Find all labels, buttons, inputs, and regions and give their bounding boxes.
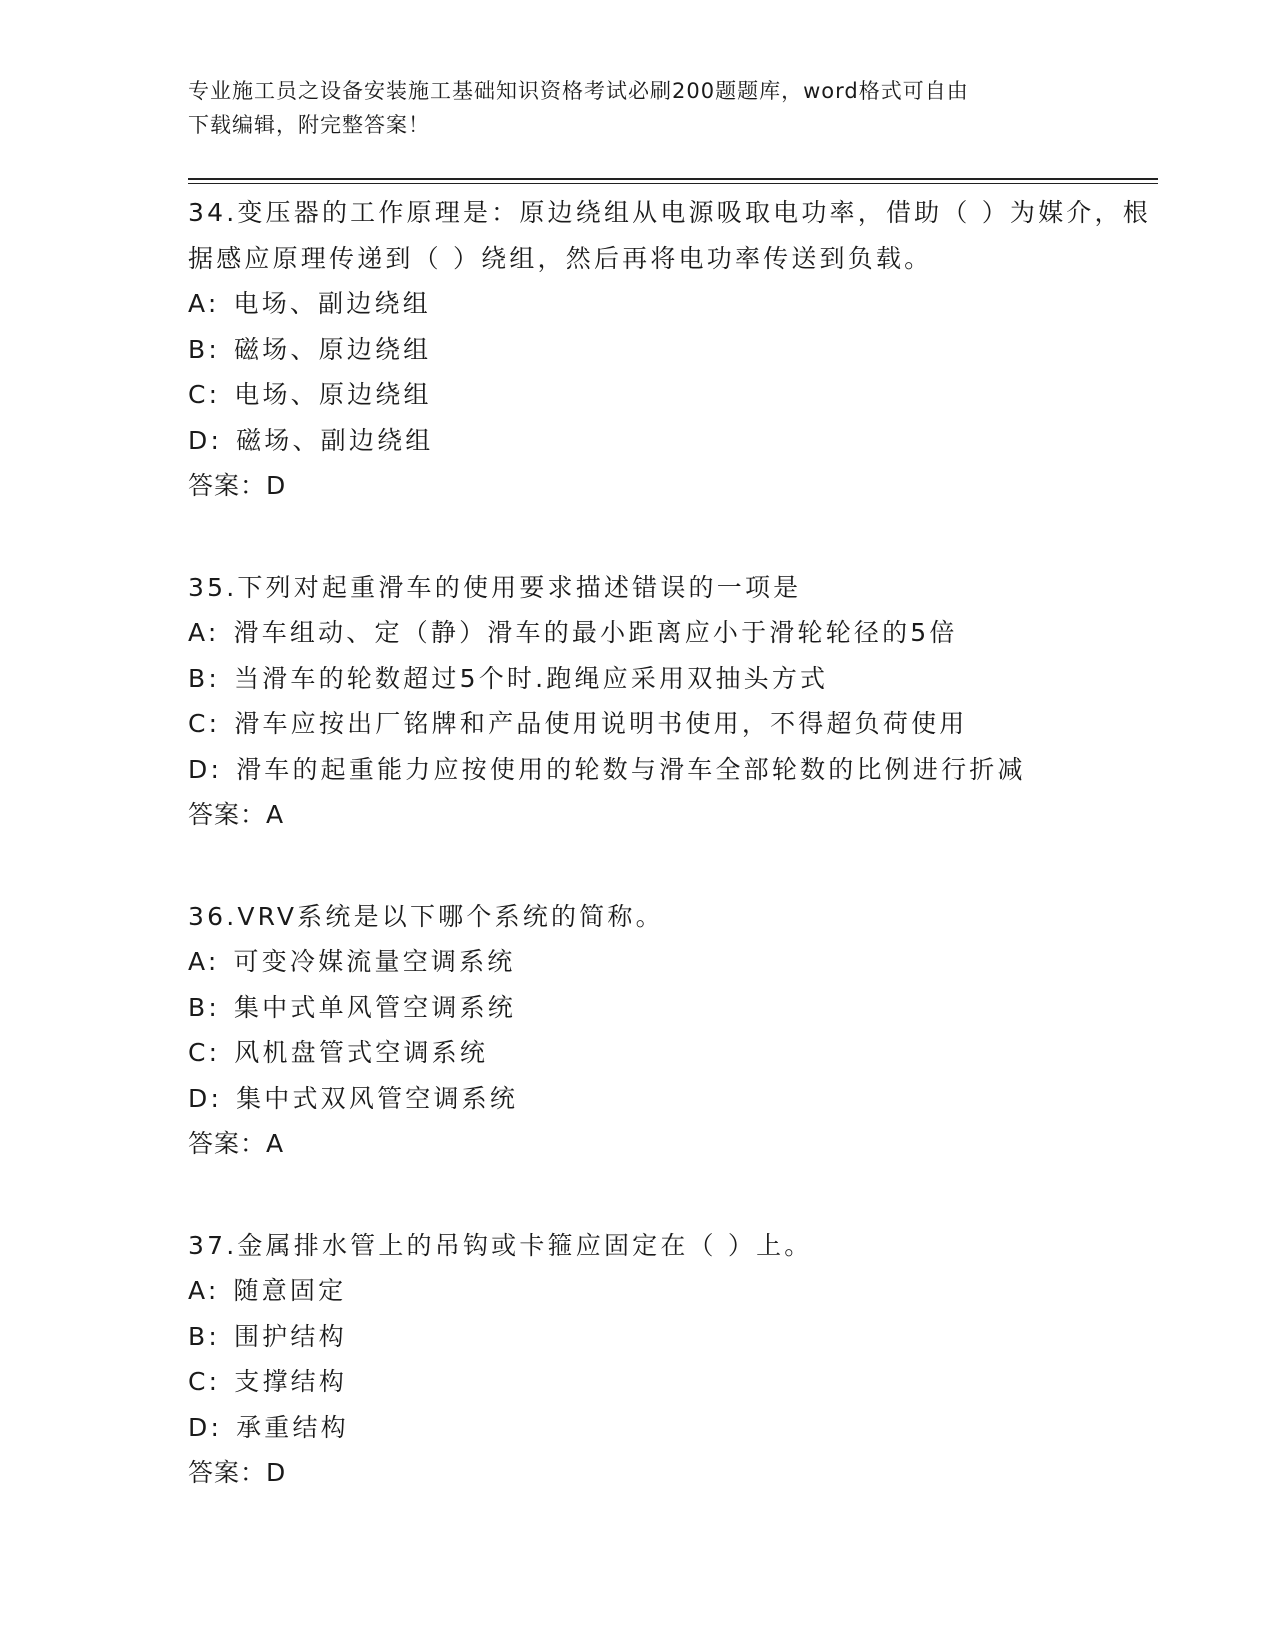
- header-line-2: 下载编辑，附完整答案！: [188, 113, 430, 137]
- option-text: 电场、副边绕组: [233, 289, 431, 318]
- question-stem: 35.下列对起重滑车的使用要求描述错误的一项是: [188, 572, 802, 602]
- question-stem: 34.变压器的工作原理是：原边绕组从电源吸取电功率，借助（ ）为媒介，根据感应原理传递到（ ）绕组，然后再将电功率传送到负载。: [188, 198, 1151, 273]
- option-key: A:: [188, 947, 220, 976]
- option-c: [188, 701, 1158, 747]
- document-header: [188, 74, 1088, 142]
- option-b: [188, 656, 1158, 702]
- option-key: B:: [188, 1321, 220, 1351]
- option-c: [188, 1359, 1158, 1405]
- question-stem: 36.VRV系统是以下哪个系统的简称。: [188, 901, 664, 931]
- question-34: [188, 190, 1158, 509]
- option-key: B:: [188, 992, 220, 1022]
- option-text: 集中式单风管空调系统: [233, 992, 516, 1022]
- option-d: [188, 1405, 1158, 1451]
- option-text: 风机盘管式空调系统: [234, 1038, 489, 1067]
- option-text: 当滑车的轮数超过5个时.跑绳应采用双抽头方式: [233, 663, 829, 693]
- option-a: [188, 1268, 1158, 1314]
- question-list: [188, 190, 1158, 1552]
- answer-line: 答案：D: [188, 471, 287, 500]
- option-a: [188, 281, 1158, 327]
- option-text: 围护结构: [233, 1321, 347, 1351]
- option-text: 磁场、副边绕组: [236, 425, 434, 455]
- option-a: [188, 610, 1158, 656]
- option-c: [188, 372, 1158, 418]
- question-35: [188, 565, 1158, 838]
- option-key: D:: [188, 425, 223, 455]
- question-36: [188, 894, 1158, 1167]
- option-key: C:: [188, 709, 221, 738]
- option-d: [188, 418, 1158, 464]
- option-b: [188, 1314, 1158, 1360]
- option-b: [188, 327, 1158, 373]
- option-key: B:: [188, 663, 220, 693]
- option-key: B:: [188, 334, 220, 364]
- question-37: [188, 1223, 1158, 1496]
- answer-line: 答案：A: [188, 1129, 285, 1158]
- option-key: C:: [188, 1367, 221, 1396]
- option-a: [188, 939, 1158, 985]
- option-text: 滑车应按出厂铭牌和产品使用说明书使用，不得超负荷使用: [234, 709, 968, 738]
- option-c: [188, 1030, 1158, 1076]
- option-key: D:: [188, 754, 223, 784]
- option-text: 集中式双风管空调系统: [236, 1083, 519, 1113]
- header-divider-thin: [188, 183, 1158, 184]
- option-key: A:: [188, 1276, 220, 1305]
- option-d: [188, 747, 1158, 793]
- option-key: C:: [188, 380, 221, 409]
- option-text: 承重结构: [236, 1412, 349, 1442]
- option-text: 磁场、原边绕组: [233, 334, 432, 364]
- question-stem: 37.金属排水管上的吊钩或卡箍应固定在（ ）上。: [188, 1230, 813, 1260]
- option-key: D:: [188, 1412, 223, 1442]
- option-b: [188, 985, 1158, 1031]
- option-key: C:: [188, 1038, 221, 1067]
- answer-line: 答案：A: [188, 800, 285, 829]
- option-key: A:: [188, 618, 220, 647]
- option-text: 电场、原边绕组: [234, 380, 432, 409]
- option-key: A:: [188, 289, 220, 318]
- option-text: 滑车组动、定（静）滑车的最小距离应小于滑轮轮径的5倍: [233, 618, 958, 647]
- option-key: D:: [188, 1083, 223, 1113]
- option-text: 可变冷媒流量空调系统: [233, 947, 516, 976]
- option-text: 随意固定: [233, 1276, 347, 1305]
- header-line-1: 专业施工员之设备安装施工基础知识资格考试必刷200题题库，word格式可自由: [188, 79, 969, 103]
- option-text: 支撑结构: [234, 1367, 348, 1396]
- option-text: 滑车的起重能力应按使用的轮数与滑车全部轮数的比例进行折减: [236, 754, 1026, 784]
- option-d: [188, 1076, 1158, 1122]
- answer-line: 答案：D: [188, 1458, 287, 1487]
- header-divider-thick: [188, 178, 1158, 180]
